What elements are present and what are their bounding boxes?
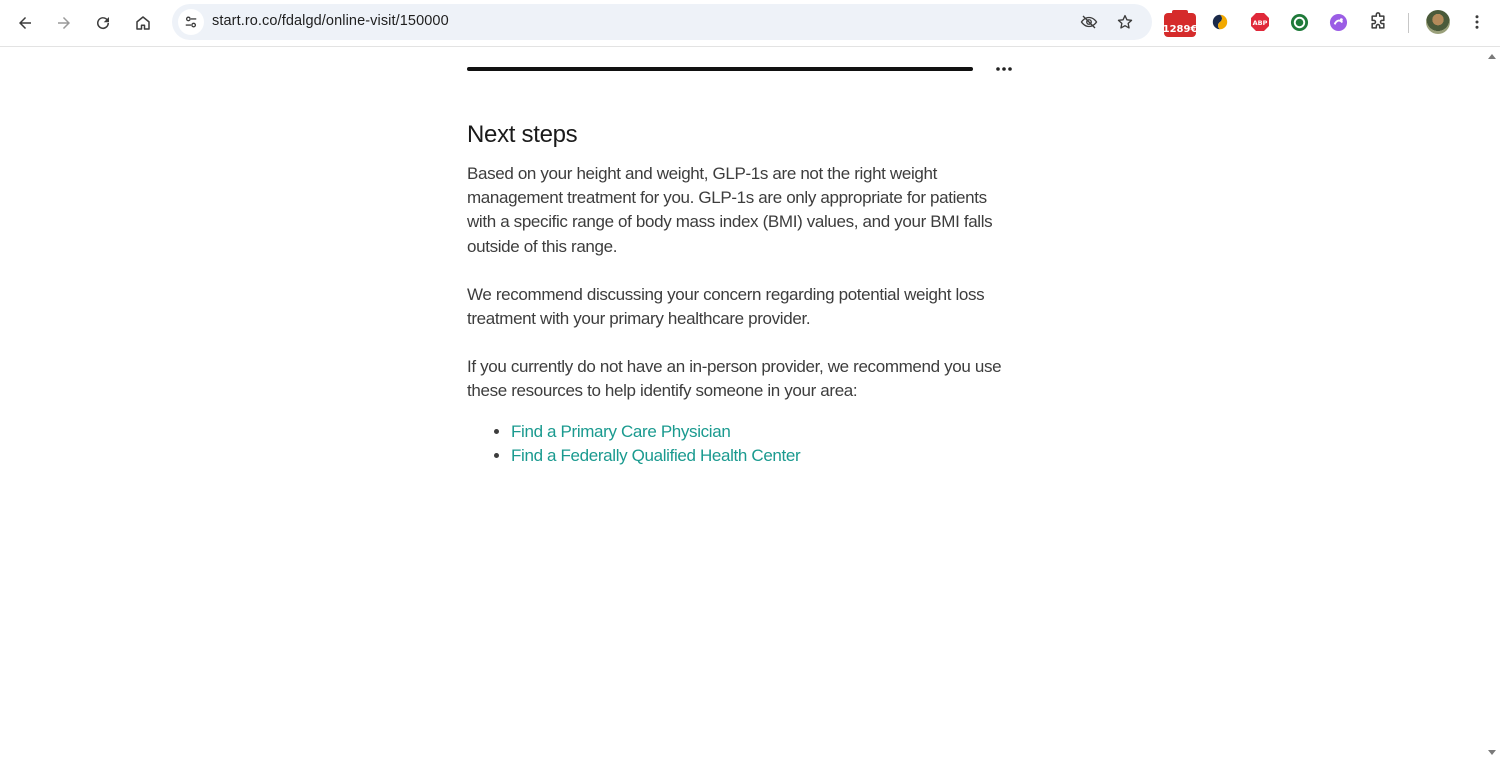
bookmark-star-button[interactable] [1114,11,1136,33]
main-content [467,48,1027,468]
arrow-right-icon [55,14,73,32]
list-item [511,444,1027,468]
extension-price-badge[interactable]: 1289€ [1164,13,1196,37]
purple-extension-icon[interactable] [1327,11,1349,33]
site-info-button[interactable] [178,9,204,35]
resources-intro-paragraph: If you currently do not have an in-person provider, we recommend you use these resources to help identify someone in your area: [467,357,1002,401]
scroll-down-arrow-icon[interactable] [1488,750,1496,755]
tune-icon [184,15,198,29]
list-item [511,420,1027,444]
browser-menu-button[interactable] [1466,11,1488,33]
find-primary-care-physician-link[interactable]: Find a Primary Care Physician [511,421,731,441]
toolbar-divider [1408,13,1409,33]
extension-swirl-icon[interactable] [1209,11,1231,33]
page-heading: Next steps [467,121,578,148]
adblock-icon[interactable] [1249,11,1271,33]
green-extension-icon[interactable] [1288,11,1310,33]
page-scrollbar[interactable] [1484,48,1500,759]
home-button[interactable] [128,8,158,38]
profile-avatar[interactable] [1426,10,1450,34]
reload-icon [94,14,112,32]
resource-links-list [511,420,1027,468]
home-icon [134,14,152,32]
reload-button[interactable] [88,8,118,38]
extensions-button[interactable] [1367,11,1389,33]
url-text[interactable]: start.ro.co/fdalgd/online-visit/150000 [212,13,449,29]
back-button[interactable] [10,8,40,38]
bmi-explanation-paragraph: Based on your height and weight, GLP-1s are not the right weight management treatment for you. GLP-1s are only appropriate for patients with a specific range of body mass index (BMI) values, and your BMI falls outside of this range. [467,164,993,256]
find-fqhc-link[interactable]: Find a Federally Qualified Health Center [511,445,801,465]
browser-toolbar [0,0,1500,47]
progress-bar-fill [467,67,973,71]
scroll-up-arrow-icon[interactable] [1488,54,1496,59]
recommendation-paragraph: We recommend discussing your concern regarding potential weight loss treatment with your primary healthcare provider. [467,284,985,329]
more-horizontal-icon [993,60,1015,76]
star-icon [1116,13,1134,31]
svg-text:ABP: ABP [1252,19,1268,27]
kebab-menu-icon [1468,13,1486,31]
forward-button[interactable] [49,8,79,38]
eye-off-icon [1080,13,1098,31]
arrow-left-icon [16,14,34,32]
more-options-button[interactable] [993,60,1015,76]
address-bar[interactable] [172,4,1152,40]
progress-row [467,48,1027,92]
puzzle-icon [1368,12,1388,32]
progress-bar [467,67,973,71]
eye-off-button[interactable] [1078,11,1100,33]
